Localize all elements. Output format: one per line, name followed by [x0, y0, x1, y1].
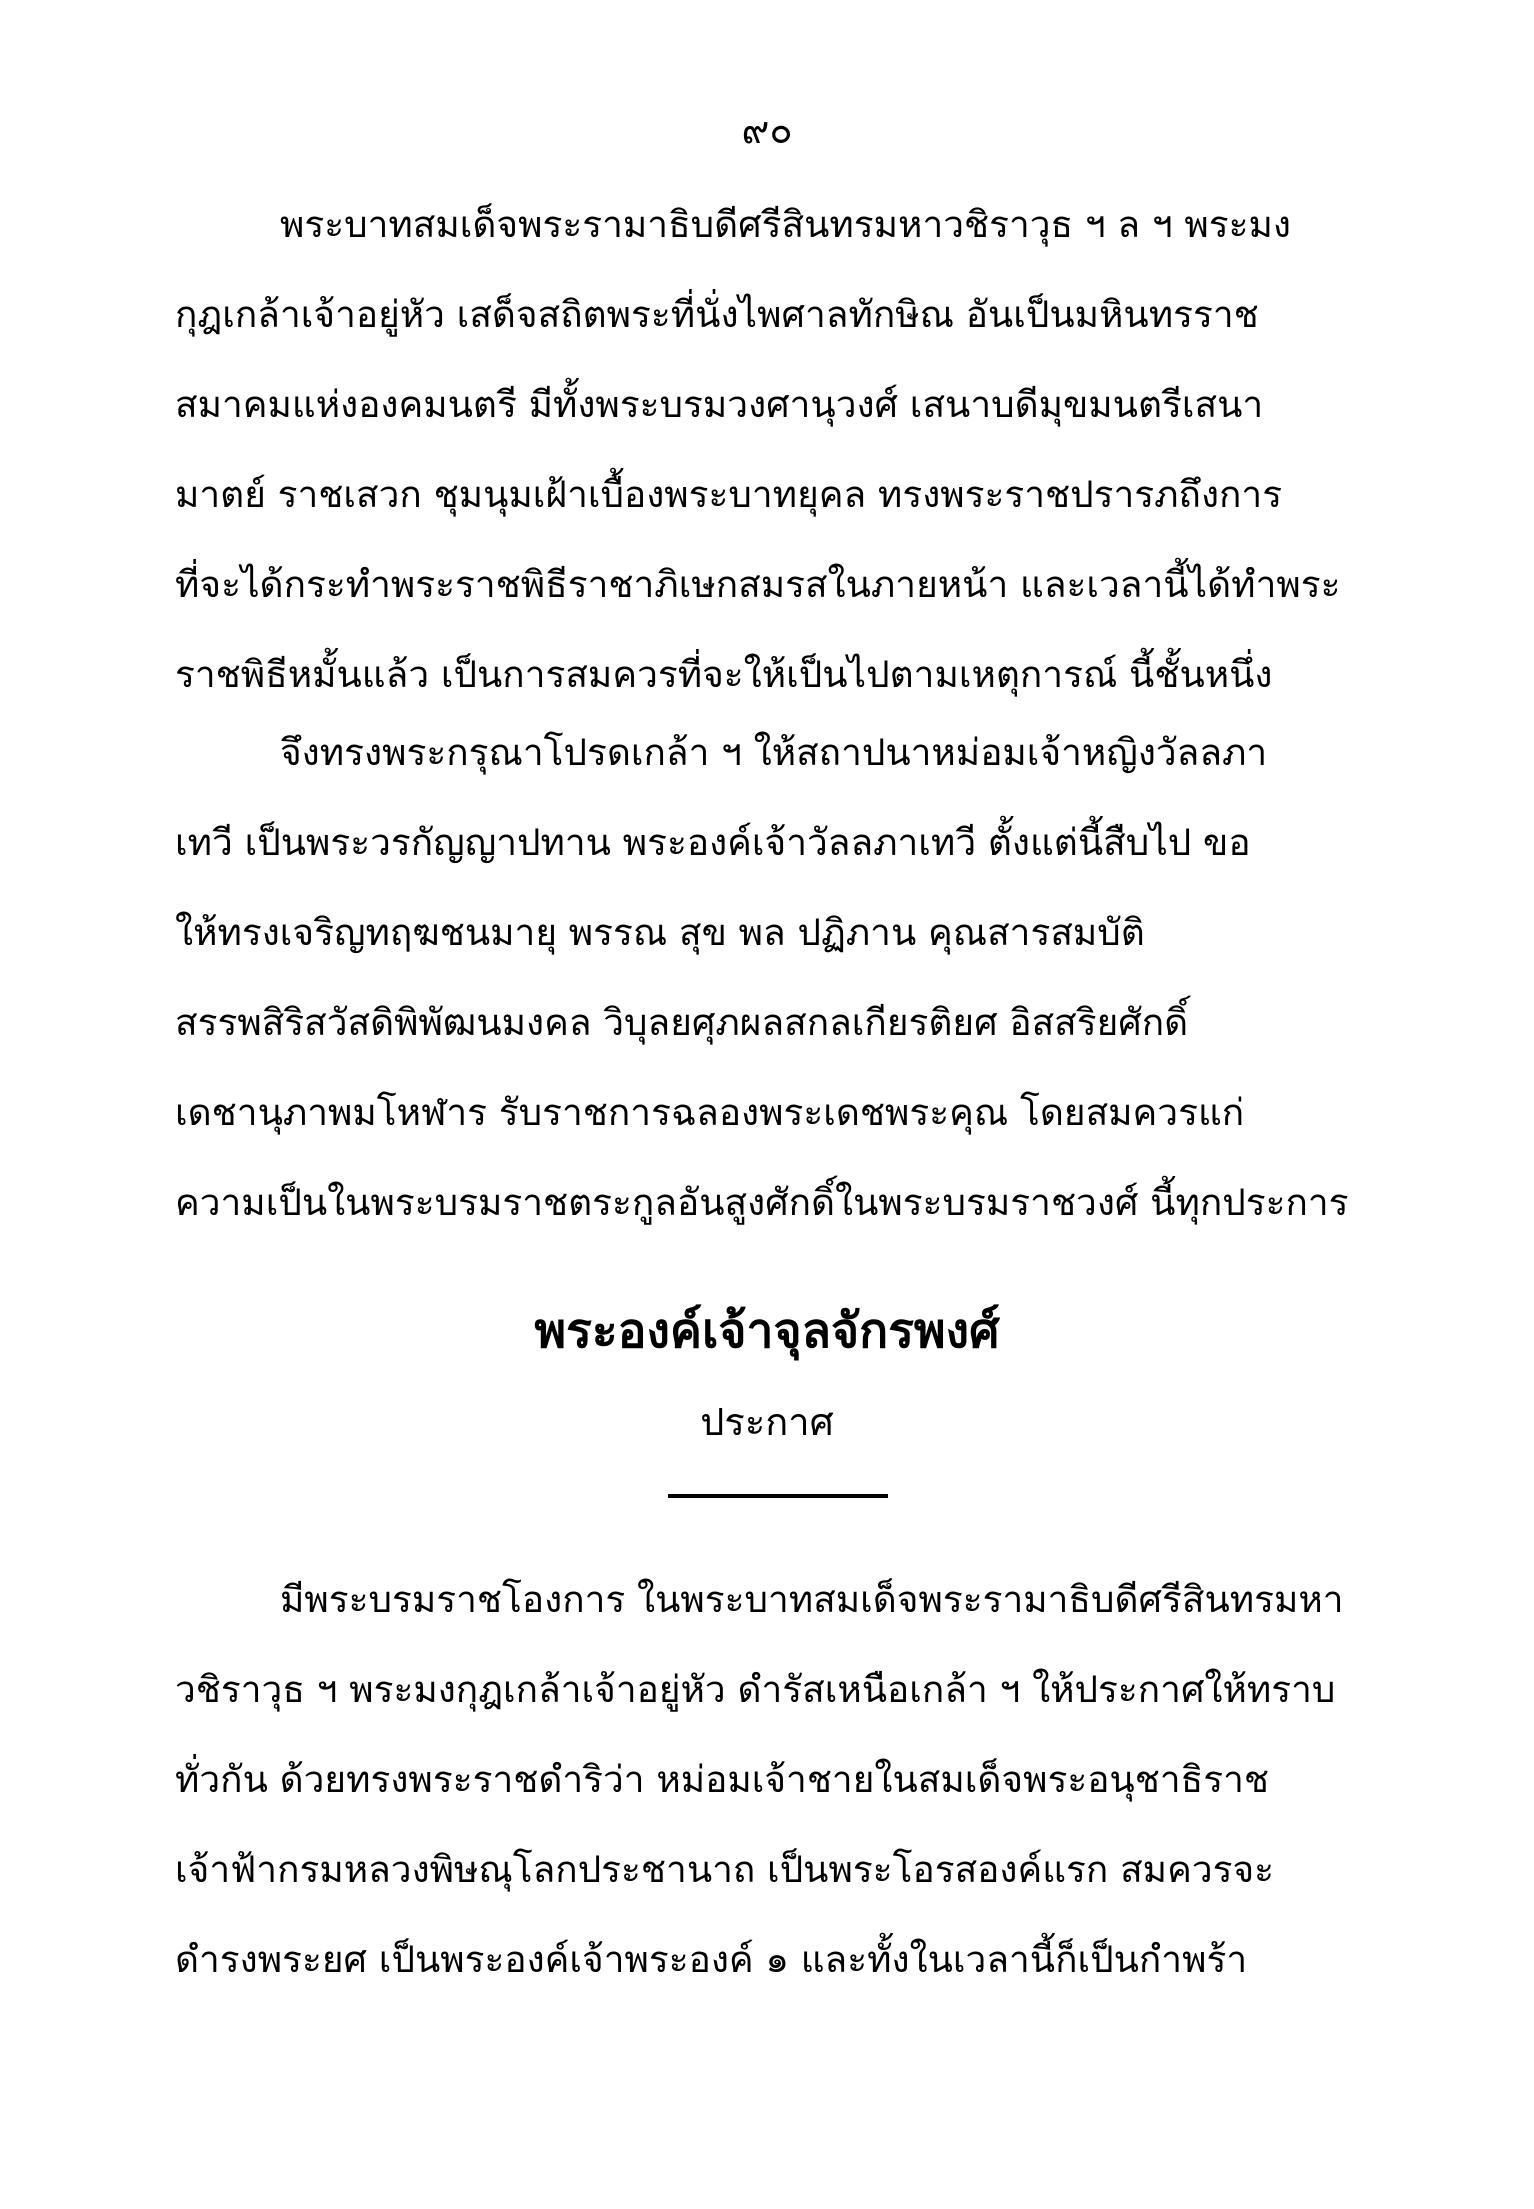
announcement-title: ประกาศ — [700, 1400, 834, 1444]
paragraph-royal-decree — [175, 180, 1375, 720]
text-line: ความเป็นในพระบรมราชตระกูลอันสูงศักดิ์ในพระบรมราชวงศ์ นี้ทุกประการ — [175, 1181, 1349, 1224]
paragraph-announcement — [175, 1555, 1375, 2005]
signature-heading: พระองค์เจ้าจุลจักรพงศ์ — [534, 1303, 1000, 1359]
text-line: สมาคมแห่งองคมนตรี มีทั้งพระบรมวงศานุวงศ์ เสนาบดีมุขมนตรีเสนา — [175, 383, 1264, 426]
text-line: เดชานุภาพมโหฬาร รับราชการฉลองพระเดชพระคุณ โดยสมควรแก่ — [175, 1091, 1245, 1134]
text-line: ให้ทรงเจริญทฤฆชนมายุ พรรณ สุข พล ปฏิภาน คุณสารสมบัติ — [175, 911, 1145, 954]
text-line: พระบาทสมเด็จพระรามาธิบดีศรีสินทรมหาวชิราวุธ ฯ ล ฯ พระมง — [280, 203, 1291, 246]
text-line: มาตย์ ราชเสวก ชุมนุมเฝ้าเบื้องพระบาทยุคล ทรงพระราชปรารภถึงการ — [175, 473, 1283, 516]
text-line: มีพระบรมราชโองการ ในพระบาทสมเด็จพระรามาธิบดีศรีสินทรมหา — [280, 1578, 1344, 1621]
text-line: ที่จะได้กระทำพระราชพิธีราชาภิเษกสมรสในภายหน้า และเวลานี้ได้ทำพระ — [175, 563, 1341, 606]
page-number: ๙๐ — [741, 108, 793, 152]
text-line: กุฎเกล้าเจ้าอยู่หัว เสด็จสถิตพระที่นั่งไพศาลทักษิณ อันเป็นมหินทรราช — [175, 293, 1259, 336]
text-line: วชิราวุธ ฯ พระมงกุฎเกล้าเจ้าอยู่หัว ดำรัสเหนือเกล้า ฯ ให้ประกาศให้ทราบ — [175, 1668, 1336, 1711]
paragraph-proclamation — [175, 708, 1375, 1248]
text-line: ดำรงพระยศ เป็นพระองค์เจ้าพระองค์ ๑ และทั้งในเวลานี้ก็เป็นกำพร้า — [175, 1938, 1248, 1981]
text-line: เทวี เป็นพระวรกัญญาปทาน พระองค์เจ้าวัลลภาเทวี ตั้งแต่นี้สืบไป ขอ — [175, 821, 1251, 864]
text-line: เจ้าฟ้ากรมหลวงพิษณุโลกประชานาถ เป็นพระโอรสองค์แรก สมควรจะ — [175, 1848, 1275, 1891]
text-line: จึงทรงพระกรุณาโปรดเกล้า ฯ ให้สถาปนาหม่อมเจ้าหญิงวัลลภา — [280, 731, 1268, 774]
text-line: ราชพิธีหมั้นแล้ว เป็นการสมควรที่จะให้เป็นไปตามเหตุการณ์ นี้ชั้นหนึ่ง — [175, 653, 1273, 696]
text-line: สรรพสิริสวัสดิพิพัฒนมงคล วิบุลยศุภผลสกลเกียรติยศ อิสสริยศักดิ์ — [175, 1001, 1189, 1044]
divider-rule — [668, 1494, 888, 1498]
text-line: ทั่วกัน ด้วยทรงพระราชดำริว่า หม่อมเจ้าชายในสมเด็จพระอนุชาธิราช — [175, 1758, 1269, 1801]
